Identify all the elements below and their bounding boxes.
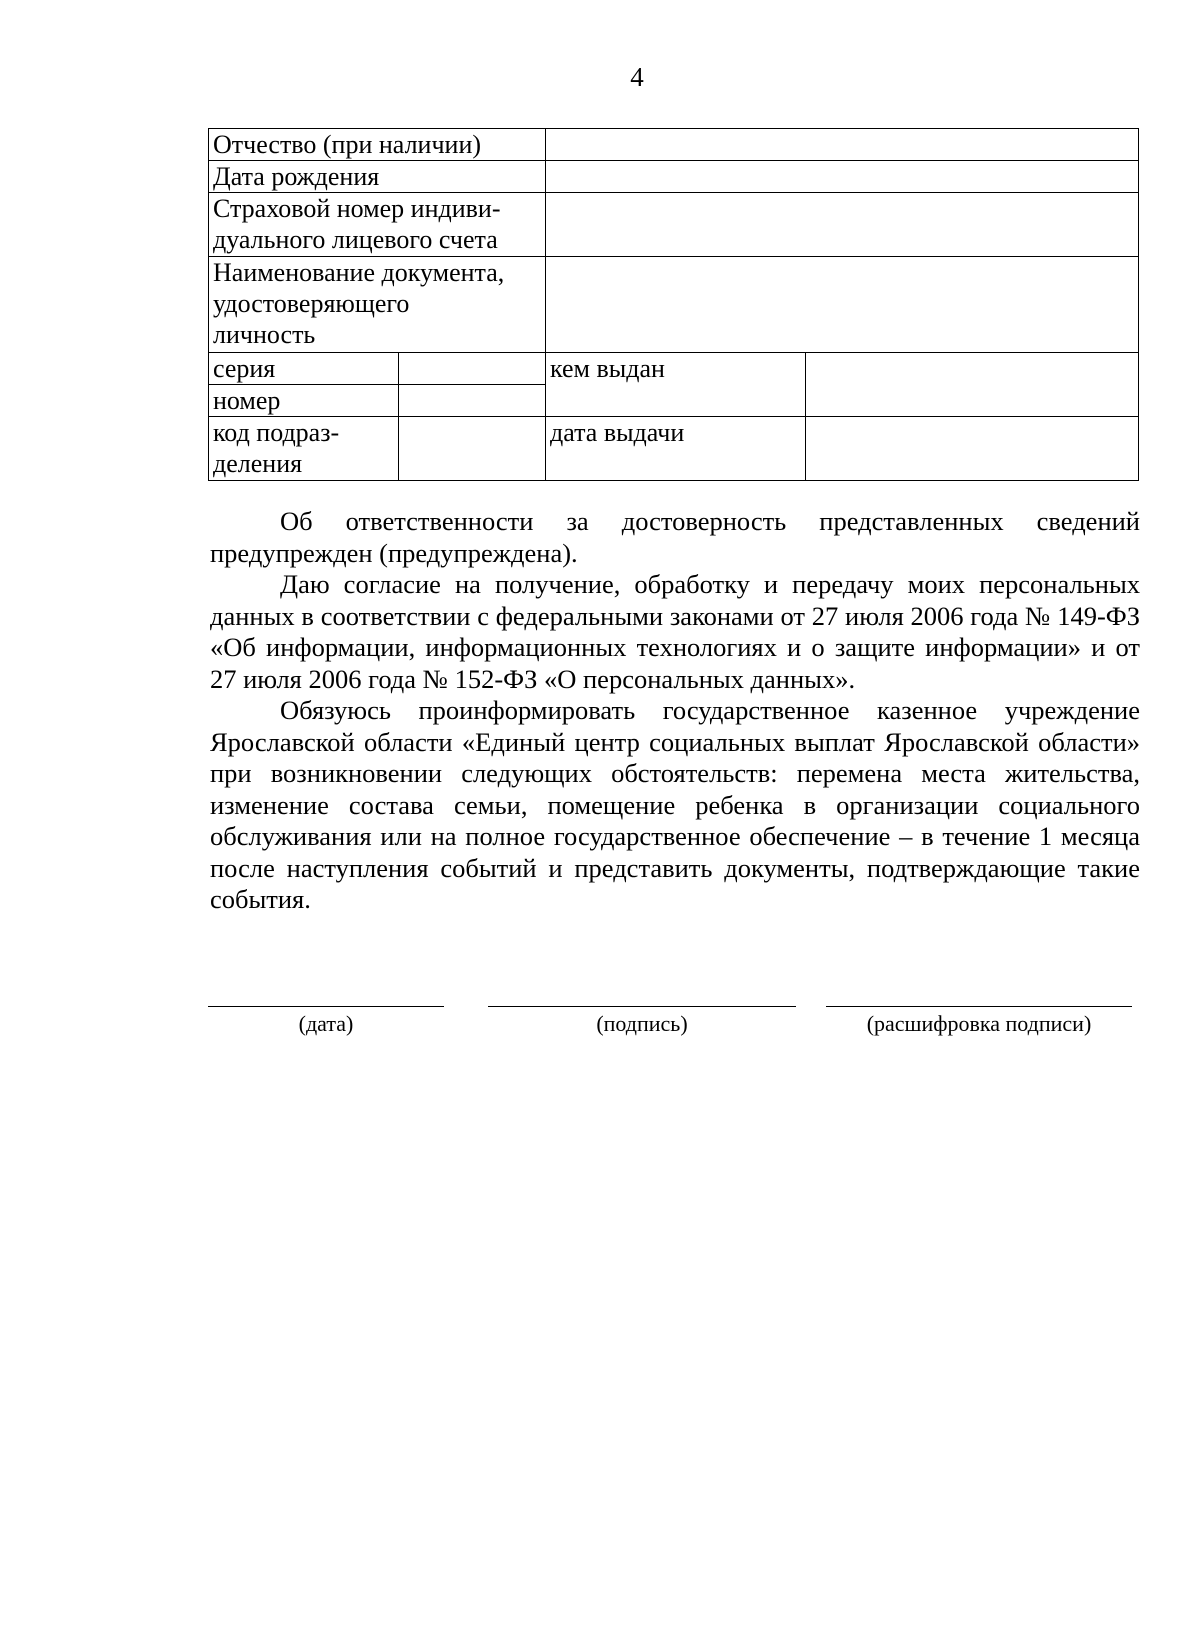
birth-date-field[interactable]	[546, 161, 1139, 193]
personal-data-table	[208, 128, 1139, 481]
patronymic-label: Отчество (при наличии)	[209, 129, 546, 161]
issued-by-field[interactable]	[806, 353, 1139, 417]
signature-decoding-caption: (расшифровка подписи)	[866, 1011, 1092, 1036]
snils-label	[209, 193, 546, 257]
id-document-label-line: личность	[213, 320, 316, 349]
series-label: серия	[209, 353, 399, 385]
table-row	[209, 161, 1139, 193]
obligation-paragraph: Обязуюсь проинформировать государственное казенное учреждение Ярославской области «Единый центр социальных выплат Ярославской области» при возникновении следующих обстоятельств: перемена места жительства, изменение состава семьи, помещение ребенка в организации социального обслуживания или на полное государственное обеспечение – в течение 1 месяца после наступления событий и представить документы, подтверждающие такие события.	[210, 695, 1140, 914]
date-caption: (дата)	[298, 1011, 354, 1036]
number-field[interactable]	[399, 385, 546, 417]
subdivision-code-label-line: код подраз-	[213, 418, 340, 447]
id-document-label	[209, 257, 546, 353]
table-row	[209, 193, 1139, 257]
date-signature-line[interactable]	[208, 1006, 444, 1037]
issue-date-label: дата выдачи	[546, 417, 806, 481]
id-document-label-line: Наименование документа,	[213, 258, 505, 287]
signature-caption: (подпись)	[596, 1011, 688, 1036]
issue-date-field[interactable]	[806, 417, 1139, 481]
subdivision-code-label-line: деления	[213, 449, 303, 478]
table-row	[209, 353, 1139, 385]
birth-date-label: Дата рождения	[209, 161, 546, 193]
table-row	[209, 417, 1139, 481]
responsibility-paragraph: Об ответственности за достоверность представленных сведений предупрежден (предупреждена).	[210, 506, 1140, 568]
id-document-label-line: удостоверяющего	[213, 289, 410, 318]
page-number: 4	[630, 62, 644, 92]
snils-label-line: дуального лицевого счета	[213, 225, 498, 254]
snils-field[interactable]	[546, 193, 1139, 257]
subdivision-code-field[interactable]	[399, 417, 546, 481]
series-field[interactable]	[399, 353, 546, 385]
patronymic-field[interactable]	[546, 129, 1139, 161]
table-row	[209, 257, 1139, 353]
issued-by-label: кем выдан	[546, 353, 806, 417]
signature-line[interactable]	[488, 1006, 796, 1037]
id-document-field[interactable]	[546, 257, 1139, 353]
consent-paragraph: Даю согласие на получение, обработку и передачу моих персональных данных в соответствии с федеральными законами от 27 июля 2006 года № 149-ФЗ «Об информации, информационных технологиях и о защите информации» и от 27 июля 2006 года № 152-ФЗ «О персональных данных».	[210, 569, 1140, 694]
snils-label-line: Страховой номер индиви-	[213, 194, 501, 223]
subdivision-code-label	[209, 417, 399, 481]
signature-decoding-line[interactable]	[826, 1006, 1132, 1037]
body-text	[210, 506, 1140, 916]
table-row	[209, 129, 1139, 161]
number-label: номер	[209, 385, 399, 417]
